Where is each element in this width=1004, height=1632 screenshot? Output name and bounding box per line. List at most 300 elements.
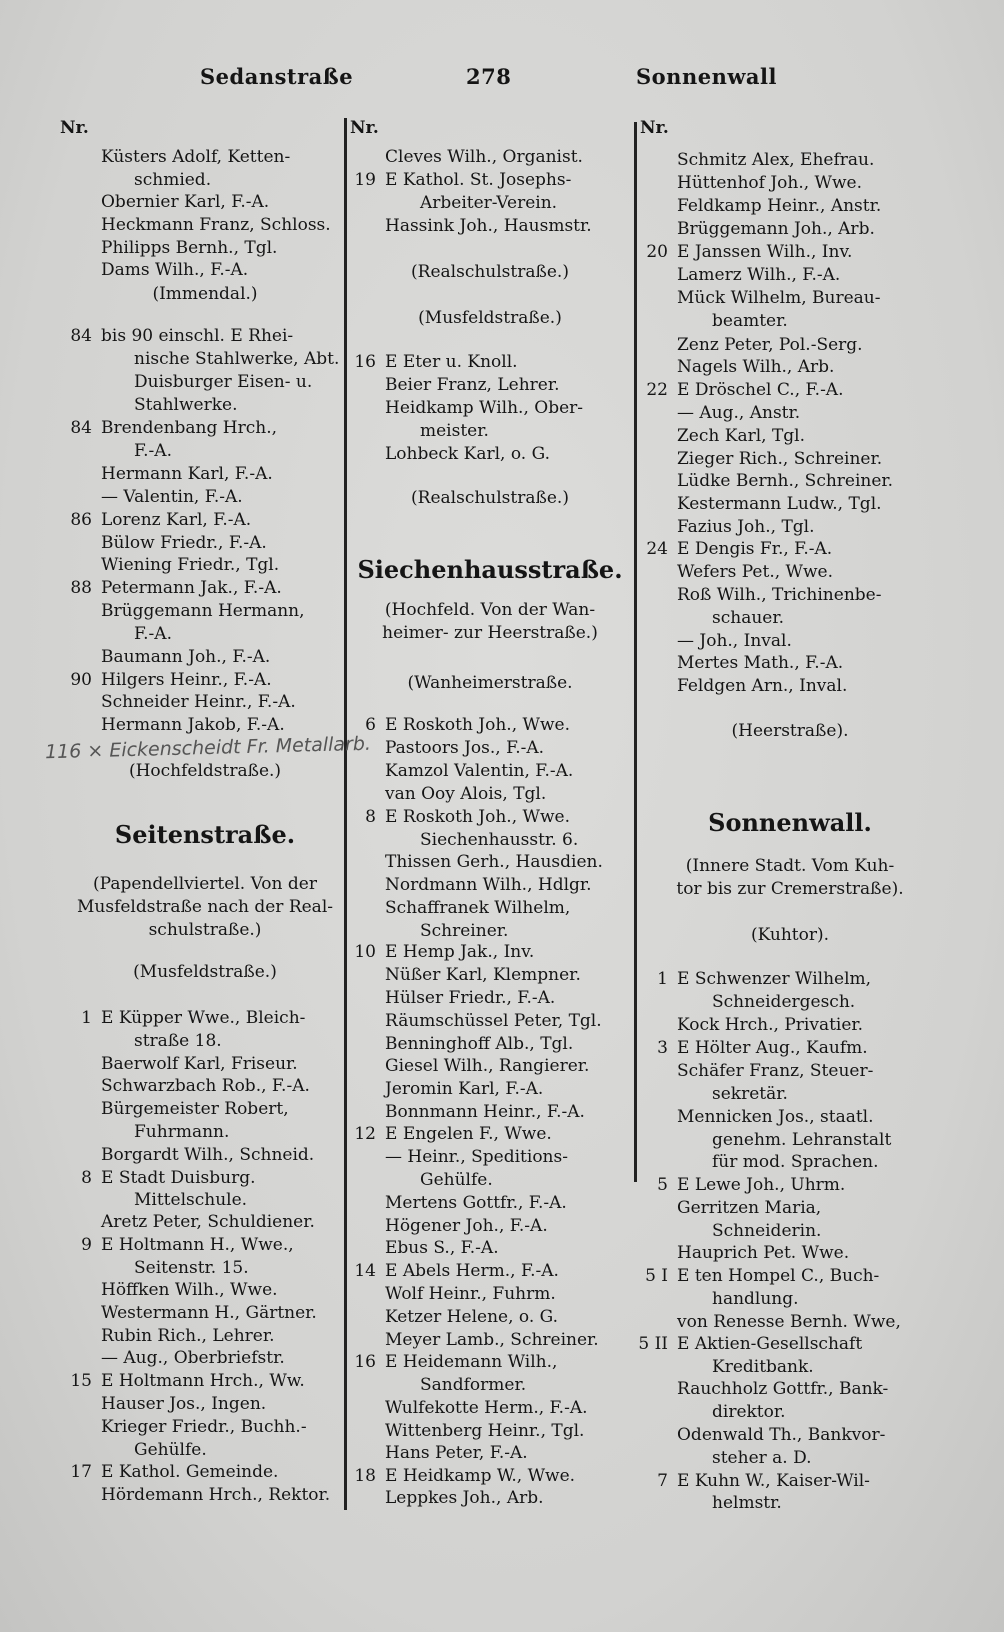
directory-entry — [385, 737, 544, 759]
entry-text: steher a. D. — [712, 1448, 812, 1468]
directory-entry — [354, 351, 518, 373]
street-section-label — [686, 855, 894, 877]
directory-entry — [677, 493, 882, 515]
entry-text: Aretz Peter, Schuldiener. — [101, 1212, 315, 1232]
house-number: 19 — [354, 170, 376, 190]
directory-entry — [101, 1053, 298, 1075]
entry-text: Schäfer Franz, Steuer- — [677, 1061, 874, 1081]
directory-entry — [101, 532, 267, 554]
entry-continuation — [712, 1401, 786, 1423]
entry-text: E Roskoth Joh., Wwe. — [385, 715, 570, 735]
entry-text: — Aug., Oberbriefstr. — [101, 1348, 285, 1368]
entry-text: Bonnmann Heinr., F.-A. — [385, 1102, 585, 1122]
entry-text: F.-A. — [134, 441, 172, 461]
directory-entry — [101, 1347, 285, 1369]
entry-text: Höffken Wilh., Wwe. — [101, 1280, 278, 1300]
entry-text: straße 18. — [134, 1031, 222, 1051]
directory-entry — [365, 714, 570, 736]
entry-text: E Küpper Wwe., Bleich- — [101, 1008, 306, 1028]
directory-entry — [385, 1306, 558, 1328]
entry-text: Fazius Joh., Tgl. — [677, 517, 815, 537]
directory-entry — [677, 1197, 821, 1219]
entry-text: Schneiderin. — [712, 1221, 822, 1241]
entry-text: Philipps Bernh., Tgl. — [101, 238, 278, 258]
house-number: 24 — [646, 539, 668, 559]
entry-text: Hauprich Pet. Wwe. — [677, 1243, 850, 1263]
entry-text: Beier Franz, Lehrer. — [385, 375, 560, 395]
entry-text: E Aktien-Gesellschaft — [677, 1334, 863, 1354]
entry-text: E Dröschel C., F.-A. — [677, 380, 844, 400]
entry-text: Kock Hrch., Privatier. — [677, 1015, 864, 1035]
entry-text: Borgardt Wilh., Schneid. — [101, 1145, 315, 1165]
entry-text: Kreditbank. — [712, 1357, 814, 1377]
running-header-left: Sedanstraße — [200, 64, 354, 89]
entry-continuation — [420, 920, 508, 942]
entry-text: E Dengis Fr., F.-A. — [677, 539, 833, 559]
entry-text: Westermann H., Gärtner. — [101, 1303, 317, 1323]
directory-entry — [101, 600, 305, 622]
entry-text: Kestermann Ludw., Tgl. — [677, 494, 882, 514]
directory-entry — [677, 1014, 863, 1036]
entry-text: Zenz Peter, Pol.-Serg. — [677, 335, 863, 355]
entry-continuation — [134, 1121, 229, 1143]
house-number: 5 — [657, 1175, 668, 1195]
entry-text: Cleves Wilh., Organist. — [385, 147, 583, 167]
house-number: 10 — [354, 942, 376, 962]
entry-text: Lüdke Bernh., Schreiner. — [677, 471, 894, 491]
entry-text: bis 90 einschl. E Rhei- — [101, 326, 294, 346]
house-number: 8 — [81, 1168, 92, 1188]
entry-text: Gehülfe. — [420, 1170, 493, 1190]
street-section-label — [152, 283, 257, 305]
entry-text: Giesel Wilh., Rangierer. — [385, 1056, 590, 1076]
entry-text: Lamerz Wilh., F.-A. — [677, 265, 841, 285]
entry-text: Siechenhausstr. 6. — [420, 830, 579, 850]
entry-text: Ketzer Helene, o. G. — [385, 1307, 559, 1327]
directory-entry — [677, 356, 834, 378]
entry-text: (Realschulstraße.) — [411, 488, 569, 508]
street-heading — [357, 555, 622, 585]
entry-text: Zech Karl, Tgl. — [677, 426, 806, 446]
directory-entry — [101, 463, 273, 485]
entry-text: Hüttenhof Joh., Wwe. — [677, 173, 863, 193]
entry-text: Brüggemann Joh., Arb. — [677, 219, 875, 239]
entry-text: Bülow Friedr., F.-A. — [101, 533, 267, 553]
entry-text: Leppkes Joh., Arb. — [385, 1488, 544, 1508]
house-number: 84 — [70, 326, 92, 346]
house-number: 20 — [646, 242, 668, 262]
entry-continuation — [420, 1169, 493, 1191]
directory-entry — [385, 1215, 548, 1237]
entry-continuation — [420, 420, 489, 442]
directory-entry — [677, 334, 863, 356]
directory-entry — [101, 1144, 314, 1166]
directory-entry — [101, 1075, 310, 1097]
entry-text: — Joh., Inval. — [677, 631, 792, 651]
entry-continuation — [420, 1374, 526, 1396]
entry-text: (Hochfeldstraße.) — [128, 761, 282, 781]
entry-text: E Schwenzer Wilhelm, — [677, 969, 872, 989]
entry-continuation — [134, 623, 172, 645]
entry-text: Räumschüssel Peter, Tgl. — [385, 1011, 602, 1031]
directory-entry — [101, 1416, 307, 1438]
entry-text: Feldgen Arn., Inval. — [677, 676, 848, 696]
entry-continuation — [712, 1492, 782, 1514]
directory-entry — [101, 554, 279, 576]
entry-text: Duisburger Eisen- u. — [134, 372, 313, 392]
entry-continuation — [712, 310, 788, 332]
entry-text: Bürgemeister Robert, — [101, 1099, 289, 1119]
directory-entry — [645, 1265, 880, 1287]
handwritten-annotation — [45, 733, 371, 764]
directory-entry — [677, 1311, 901, 1333]
entry-text: Baerwolf Karl, Friseur. — [101, 1054, 298, 1074]
entry-text: — Aug., Anstr. — [677, 403, 801, 423]
directory-entry — [677, 470, 893, 492]
entry-text: Mück Wilhelm, Bureau- — [677, 288, 881, 308]
entry-text: Fuhrmann. — [134, 1122, 230, 1142]
entry-text: Mittelschule. — [134, 1190, 248, 1210]
directory-entry — [385, 1078, 543, 1100]
entry-text: Lohbeck Karl, o. G. — [385, 444, 550, 464]
entry-text: (Hochfeld. Von der Wan- — [384, 600, 596, 620]
directory-entry — [385, 1397, 588, 1419]
entry-text: Baumann Joh., F.-A. — [101, 647, 271, 667]
entry-text: Heckmann Franz, Schloss. — [101, 215, 331, 235]
entry-text: E Holtmann H., Wwe., — [101, 1235, 294, 1255]
directory-entry — [677, 1106, 874, 1128]
entry-text: — Heinr., Speditions- — [385, 1147, 568, 1167]
entry-text: Pastoors Jos., F.-A. — [385, 738, 545, 758]
entry-text: Hassink Joh., Hausmstr. — [385, 216, 592, 236]
entry-text: (Musfeldstraße.) — [133, 962, 277, 982]
directory-entry — [657, 1037, 868, 1059]
entry-text: Lorenz Karl, F.-A. — [101, 510, 252, 530]
entry-text: Thissen Gerh., Hausdien. — [385, 852, 603, 872]
entry-continuation — [134, 1439, 207, 1461]
directory-entry — [354, 1260, 559, 1282]
entry-text: Hülser Friedr., F.-A. — [385, 988, 556, 1008]
entry-continuation — [134, 348, 339, 370]
entry-text: Feldkamp Heinr., Anstr. — [677, 196, 882, 216]
directory-entry — [677, 561, 833, 583]
entry-text: Schmitz Alex, Ehefrau. — [677, 150, 875, 170]
directory-entry — [677, 1060, 873, 1082]
directory-entry — [354, 1123, 552, 1145]
entry-text: Dams Wilh., F.-A. — [101, 260, 249, 280]
entry-text: (Innere Stadt. Vom Kuh- — [685, 856, 895, 876]
directory-entry — [385, 1442, 528, 1464]
directory-entry — [677, 149, 874, 171]
directory-entry — [657, 968, 872, 990]
directory-entry — [70, 509, 252, 531]
entry-text: Nordmann Wilh., Hdlgr. — [385, 875, 592, 895]
directory-entry — [101, 214, 331, 236]
entry-text: E Abels Herm., F.-A. — [385, 1261, 559, 1281]
entry-text: Roß Wilh., Trichinenbe- — [677, 585, 882, 605]
directory-entry — [101, 486, 243, 508]
house-number: 3 — [657, 1038, 668, 1058]
directory-entry — [101, 646, 270, 668]
entry-continuation — [134, 169, 211, 191]
entry-text: Rubin Rich., Lehrer. — [101, 1326, 275, 1346]
directory-entry — [81, 1167, 256, 1189]
entry-text: Hördemann Hrch., Rektor. — [101, 1485, 331, 1505]
entry-text: (Realschulstraße.) — [411, 262, 569, 282]
entry-text: E Kathol. St. Josephs- — [385, 170, 572, 190]
entry-text: Brüggemann Hermann, — [101, 601, 305, 621]
house-number: 7 — [657, 1471, 668, 1491]
directory-entry — [646, 241, 853, 263]
directory-entry — [638, 1333, 863, 1355]
directory-entry — [646, 538, 833, 560]
entry-continuation — [134, 1257, 249, 1279]
entry-continuation — [712, 1288, 799, 1310]
house-number: 1 — [657, 969, 668, 989]
directory-entry — [677, 652, 843, 674]
entry-text: nische Stahlwerke, Abt. — [134, 349, 340, 369]
entry-text: beamter. — [712, 311, 788, 331]
directory-entry — [81, 1234, 294, 1256]
entry-text: Wittenberg Heinr., Tgl. — [385, 1421, 585, 1441]
entry-text: E Eter u. Knoll. — [385, 352, 518, 372]
entry-text: Schwarzbach Rob., F.-A. — [101, 1076, 310, 1096]
entry-text: (Wanheimerstraße. — [407, 673, 573, 693]
directory-entry — [677, 425, 805, 447]
entry-text: Küsters Adolf, Ketten- — [101, 147, 291, 167]
entry-text: Ebus S., F.-A. — [385, 1238, 499, 1258]
street-section-label — [77, 896, 333, 918]
directory-entry — [385, 374, 560, 396]
directory-entry — [385, 215, 592, 237]
entry-text: Nüßer Karl, Klempner. — [385, 965, 581, 985]
entry-continuation — [712, 1356, 814, 1378]
house-number: 90 — [70, 670, 92, 690]
entry-text: Mertens Gottfr., F.-A. — [385, 1193, 567, 1213]
house-number: 15 — [70, 1371, 92, 1391]
directory-entry — [677, 630, 792, 652]
entry-continuation — [420, 192, 557, 214]
directory-entry — [385, 146, 583, 168]
entry-text: Wiening Friedr., Tgl. — [101, 555, 280, 575]
entry-text: Benninghoff Alb., Tgl. — [385, 1034, 574, 1054]
entry-text: Schreiner. — [420, 921, 509, 941]
directory-entry — [101, 146, 290, 168]
entry-text: — Valentin, F.-A. — [101, 487, 243, 507]
house-number: 18 — [354, 1466, 376, 1486]
entry-text: Siechenhausstraße. — [357, 555, 623, 584]
directory-entry — [101, 1393, 266, 1415]
directory-entry — [385, 1101, 585, 1123]
directory-entry — [81, 1007, 306, 1029]
directory-entry — [101, 714, 285, 736]
entry-text: Musfeldstraße nach der Real- — [77, 897, 333, 917]
entry-text: Wolf Heinr., Fuhrm. — [385, 1284, 556, 1304]
directory-entry — [677, 172, 862, 194]
directory-entry — [677, 1242, 849, 1264]
house-number: 6 — [365, 715, 376, 735]
street-heading — [708, 808, 872, 838]
directory-entry — [70, 417, 278, 439]
directory-entry — [677, 1424, 885, 1446]
entry-text: Mertes Math., F.-A. — [677, 653, 844, 673]
street-section-label — [676, 878, 903, 900]
entry-text: (Immendal.) — [152, 284, 258, 304]
house-number: 12 — [354, 1124, 376, 1144]
directory-entry — [101, 1098, 289, 1120]
number-column-label — [640, 117, 669, 139]
directory-entry — [70, 669, 272, 691]
directory-entry — [385, 851, 603, 873]
directory-entry — [70, 577, 282, 599]
entry-text: Odenwald Th., Bankvor- — [677, 1425, 886, 1445]
directory-entry — [657, 1470, 870, 1492]
directory-entry — [354, 1465, 576, 1487]
street-section-label — [407, 672, 572, 694]
street-section-label — [732, 720, 849, 742]
entry-continuation — [420, 829, 578, 851]
house-number: 84 — [70, 418, 92, 438]
entry-continuation — [134, 394, 238, 416]
street-section-label — [93, 873, 317, 895]
house-number: 22 — [646, 380, 668, 400]
directory-entry — [385, 760, 573, 782]
entry-text: E Stadt Duisburg. — [101, 1168, 256, 1188]
directory-entry — [677, 448, 882, 470]
house-number: 16 — [354, 352, 376, 372]
entry-text: (Musfeldstraße.) — [418, 308, 562, 328]
entry-text: Seitenstraße. — [114, 820, 296, 849]
entry-text: Schneider Heinr., F.-A. — [101, 692, 296, 712]
entry-text: Högener Joh., F.-A. — [385, 1216, 548, 1236]
directory-entry — [385, 783, 546, 805]
directory-entry — [101, 1484, 330, 1506]
entry-text: Nr. — [350, 118, 379, 138]
entry-text: schulstraße.) — [148, 920, 262, 940]
street-section-label — [418, 307, 562, 329]
entry-text: genehm. Lehranstalt — [712, 1130, 892, 1150]
entry-text: Hermann Karl, F.-A. — [101, 464, 273, 484]
entry-text: Krieger Friedr., Buchh.- — [101, 1417, 307, 1437]
entry-text: Hans Peter, F.-A. — [385, 1443, 528, 1463]
directory-entry — [677, 516, 815, 538]
directory-entry — [385, 1055, 589, 1077]
entry-text: tor bis zur Cremerstraße). — [676, 879, 904, 899]
entry-text: E Heidkamp W., Wwe. — [385, 1466, 576, 1486]
entry-text: E Hölter Aug., Kaufm. — [677, 1038, 868, 1058]
entry-text: helmstr. — [712, 1493, 782, 1513]
entry-text: Mennicken Jos., staatl. — [677, 1107, 874, 1127]
entry-text: E Janssen Wilh., Inv. — [677, 242, 853, 262]
entry-text: Seitenstr. 15. — [134, 1258, 249, 1278]
entry-text: Zieger Rich., Schreiner. — [677, 449, 883, 469]
entry-text: Heidkamp Wilh., Ober- — [385, 398, 584, 418]
entry-continuation — [712, 1129, 891, 1151]
entry-text: 116 × Eickenscheidt Fr. Metallarb. — [44, 732, 372, 764]
directory-entry — [101, 1279, 278, 1301]
entry-text: (Heerstraße). — [731, 721, 849, 741]
directory-entry — [385, 1010, 602, 1032]
entry-text: Gerritzen Maria, — [677, 1198, 822, 1218]
entry-text: Schaffranek Wilhelm, — [385, 898, 571, 918]
directory-entry — [385, 1033, 573, 1055]
entry-text: F.-A. — [134, 624, 172, 644]
house-number: 9 — [81, 1235, 92, 1255]
entry-text: E Roskoth Joh., Wwe. — [385, 807, 570, 827]
directory-entry — [385, 897, 570, 919]
directory-entry — [70, 325, 294, 347]
directory-entry — [385, 1487, 544, 1509]
entry-continuation — [712, 1083, 788, 1105]
street-section-label — [385, 599, 595, 621]
house-number: 14 — [354, 1261, 376, 1281]
entry-text: E Hemp Jak., Inv. — [385, 942, 535, 962]
directory-entry — [70, 1461, 279, 1483]
directory-entry — [101, 1302, 317, 1324]
directory-entry — [677, 195, 881, 217]
entry-text: heimer- zur Heerstraße.) — [382, 623, 598, 643]
street-section-label — [751, 924, 829, 946]
entry-continuation — [712, 1447, 812, 1469]
house-number: 1 — [81, 1008, 92, 1028]
house-number: 17 — [70, 1462, 92, 1482]
entry-text: Wulfekotte Herm., F.-A. — [385, 1398, 588, 1418]
directory-entry — [677, 218, 875, 240]
directory-entry — [677, 675, 847, 697]
directory-entry — [677, 584, 881, 606]
entry-text: meister. — [420, 421, 489, 441]
entry-text: Sonnenwall. — [708, 808, 872, 837]
directory-entry — [365, 806, 570, 828]
directory-entry — [101, 1211, 315, 1233]
entry-text: Nr. — [640, 118, 669, 138]
directory-entry — [385, 1192, 567, 1214]
street-section-label — [411, 261, 569, 283]
entry-text: Obernier Karl, F.-A. — [101, 192, 270, 212]
entry-text: E Kathol. Gemeinde. — [101, 1462, 279, 1482]
entry-continuation — [134, 440, 172, 462]
column-divider — [634, 122, 637, 1182]
entry-text: Nr. — [60, 118, 89, 138]
directory-entry — [646, 379, 844, 401]
number-column-label — [60, 117, 89, 139]
entry-text: Schneidergesch. — [712, 992, 856, 1012]
directory-entry — [677, 402, 800, 424]
street-section-label — [129, 760, 281, 782]
directory-entry — [677, 1378, 888, 1400]
number-column-label — [350, 117, 379, 139]
entry-text: E ten Hompel C., Buch- — [677, 1266, 880, 1286]
directory-entry — [70, 1370, 305, 1392]
directory-entry — [385, 964, 581, 986]
directory-entry — [385, 1237, 499, 1259]
entry-text: E Holtmann Hrch., Ww. — [101, 1371, 305, 1391]
entry-text: (Papendellviertel. Von der — [93, 874, 317, 894]
entry-text: Jeromin Karl, F.-A. — [385, 1079, 544, 1099]
directory-entry — [385, 1329, 599, 1351]
entry-continuation — [712, 1151, 879, 1173]
column-divider — [344, 118, 347, 1510]
entry-text: Gehülfe. — [134, 1440, 207, 1460]
entry-text: Stahlwerke. — [134, 395, 238, 415]
street-section-label — [382, 622, 598, 644]
entry-continuation — [712, 991, 855, 1013]
entry-continuation — [712, 607, 784, 629]
entry-text: Meyer Lamb., Schreiner. — [385, 1330, 599, 1350]
street-section-label — [149, 919, 262, 941]
directory-entry — [385, 987, 555, 1009]
directory-entry — [354, 169, 572, 191]
